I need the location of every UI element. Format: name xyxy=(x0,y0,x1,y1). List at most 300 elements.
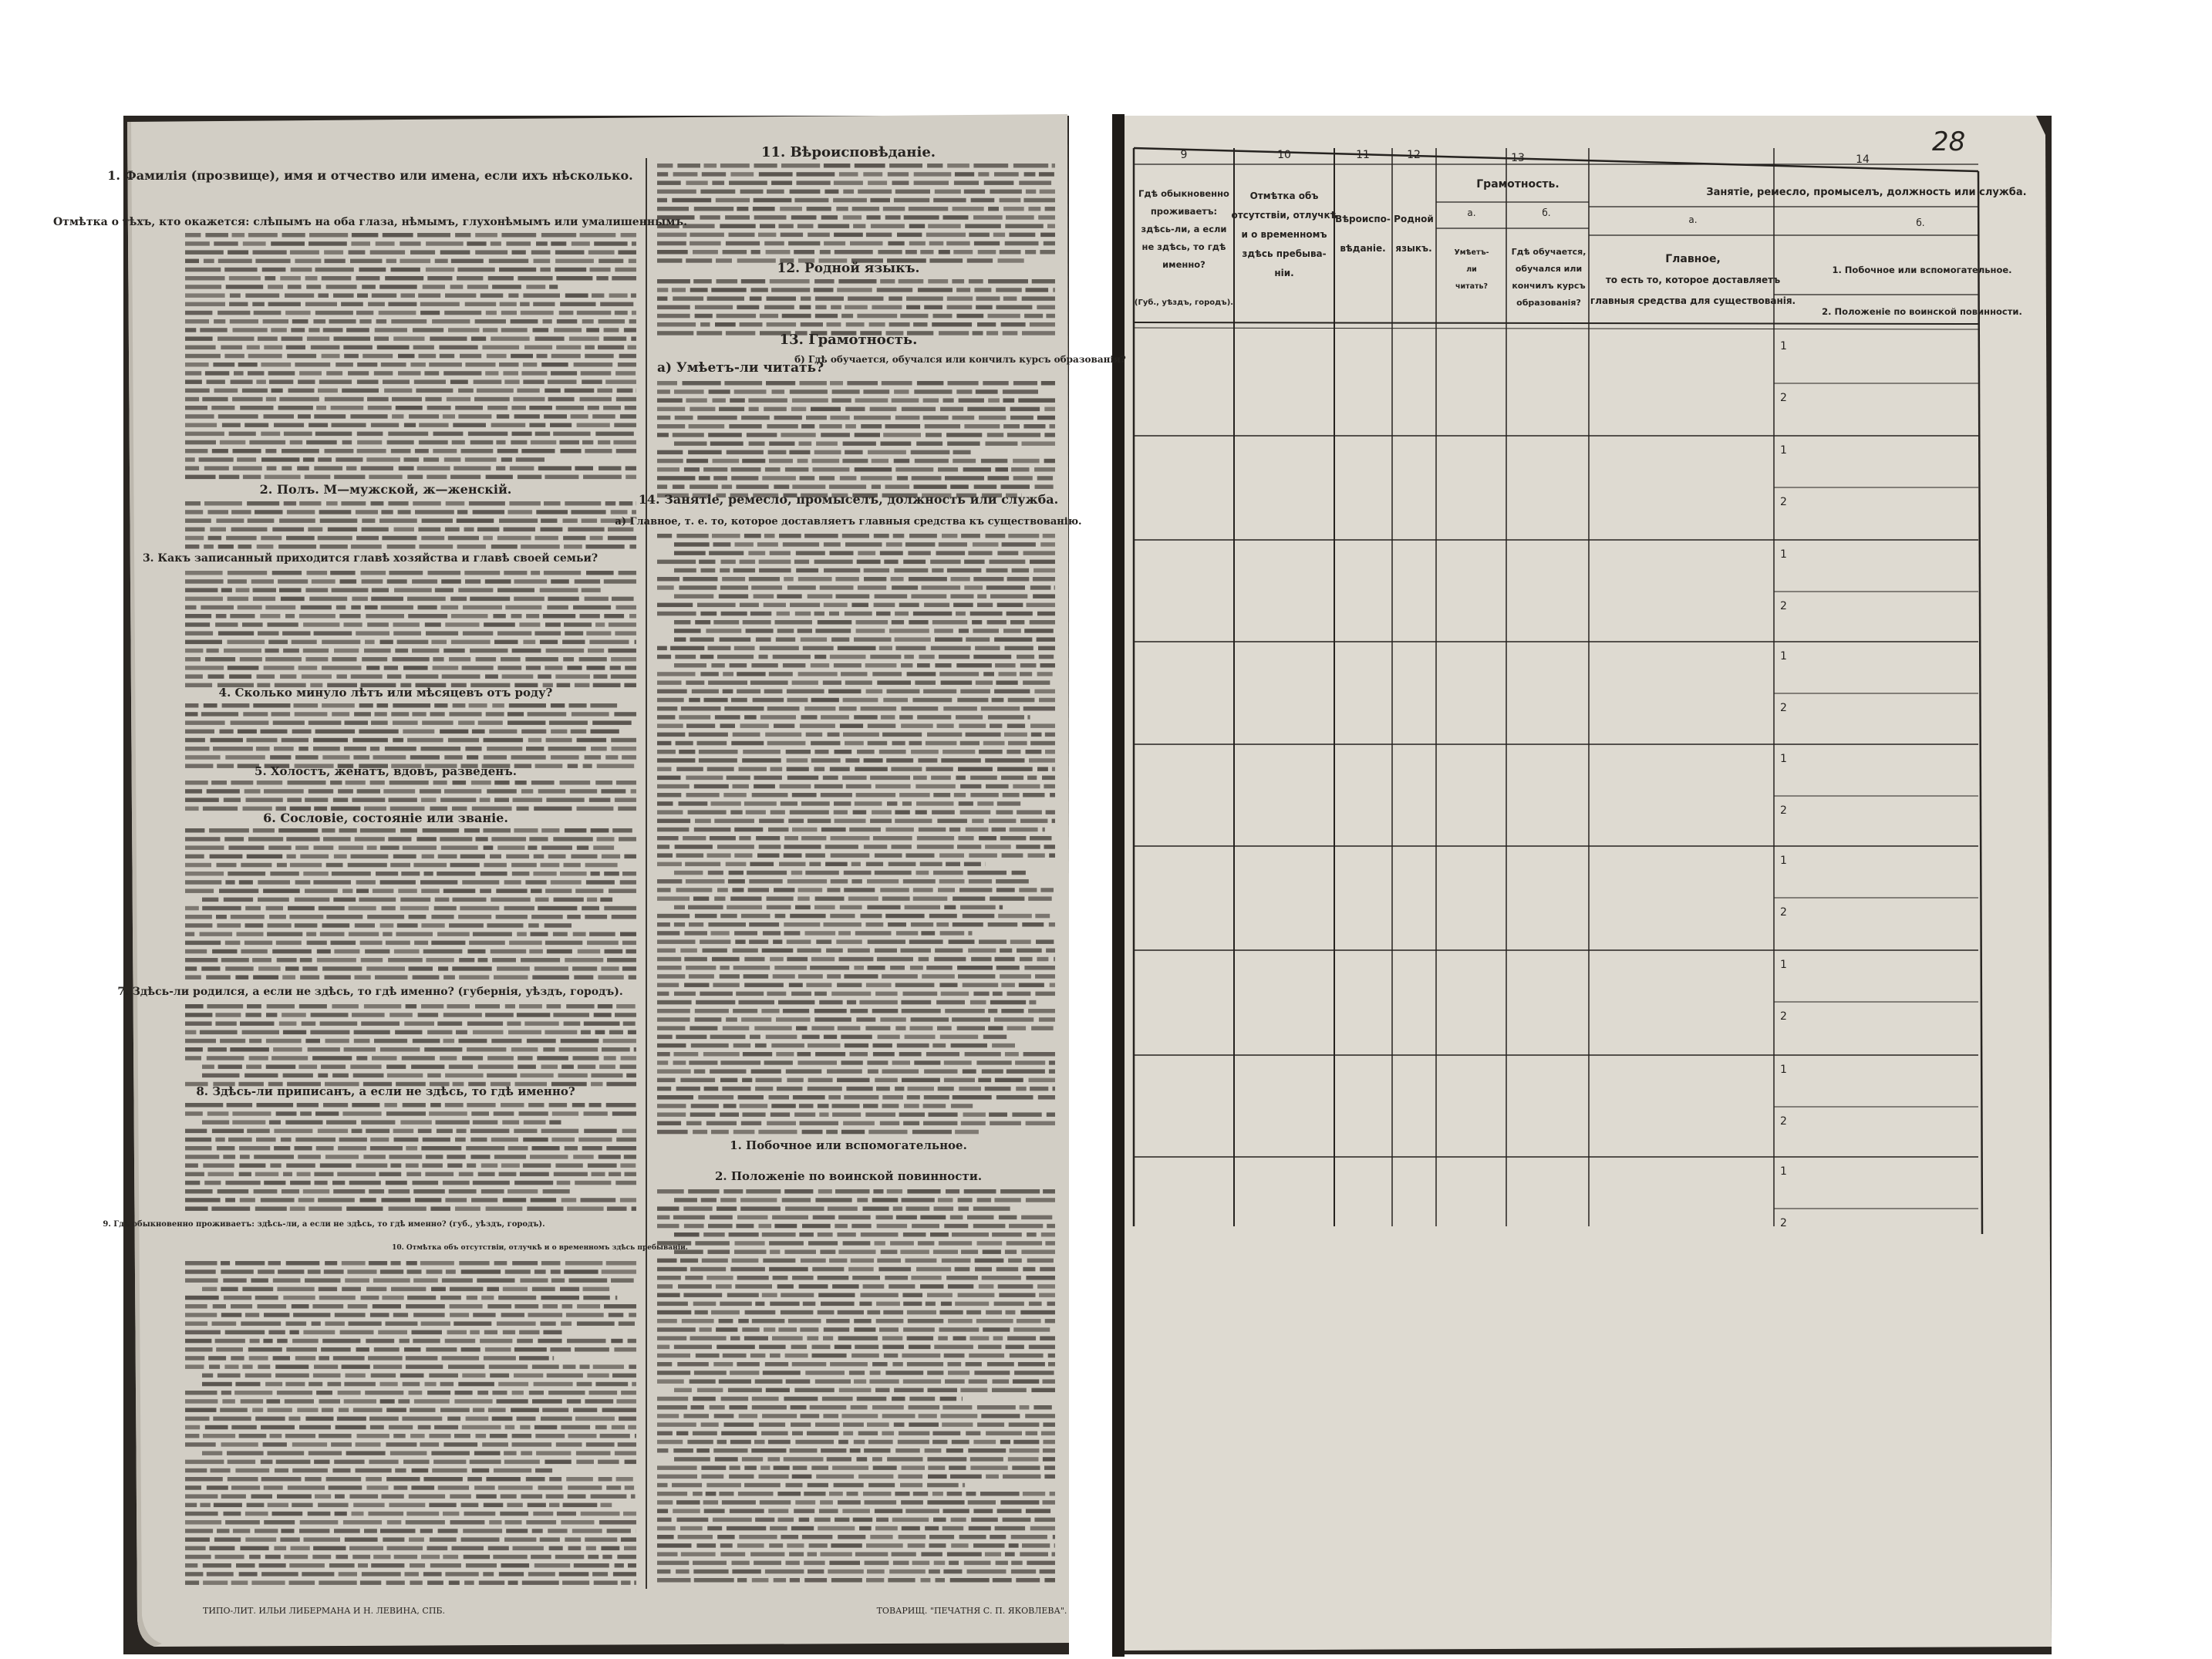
text-line-fragment xyxy=(731,698,747,703)
text-line-fragment xyxy=(601,789,625,793)
text-line-fragment xyxy=(914,389,952,394)
text-line-fragment xyxy=(720,1078,737,1083)
text-line-fragment xyxy=(811,407,841,412)
text-line-fragment xyxy=(391,712,409,717)
text-line-fragment xyxy=(677,1362,709,1367)
text-line-fragment xyxy=(892,1060,910,1065)
text-line-fragment xyxy=(318,457,332,462)
text-line-fragment xyxy=(830,914,855,919)
text-line-fragment xyxy=(922,585,961,590)
text-line-fragment xyxy=(815,896,845,901)
text-line-fragment xyxy=(831,853,870,858)
text-line-fragment xyxy=(657,1465,697,1470)
text-line-fragment xyxy=(242,1030,279,1035)
text-line-fragment xyxy=(875,594,908,599)
text-line-fragment xyxy=(1044,784,1055,789)
text-line-fragment xyxy=(273,720,305,725)
text-line-fragment xyxy=(769,1241,804,1246)
text-line-fragment xyxy=(231,781,253,785)
text-line-fragment xyxy=(621,233,636,238)
text-line-fragment xyxy=(467,1021,503,1026)
text-line-fragment xyxy=(551,371,577,376)
text-line-fragment xyxy=(572,1103,585,1108)
text-line-fragment xyxy=(512,649,541,653)
text-line-fragment xyxy=(225,1198,235,1202)
text-line-fragment xyxy=(738,1319,749,1323)
text-line-fragment xyxy=(802,1224,831,1229)
text-line-fragment xyxy=(895,1448,920,1453)
text-line-fragment xyxy=(960,810,991,814)
text-line-fragment xyxy=(771,180,792,185)
text-line-fragment xyxy=(445,1339,476,1344)
text-line-fragment xyxy=(365,949,389,954)
text-line-fragment xyxy=(816,1475,854,1479)
text-line-fragment xyxy=(592,1572,608,1576)
text-line-fragment xyxy=(845,612,872,616)
text-line-fragment xyxy=(473,1030,504,1035)
text-line-fragment xyxy=(955,172,974,177)
text-line-fragment xyxy=(282,1189,299,1194)
text-line-fragment xyxy=(400,259,430,264)
text-line-fragment xyxy=(858,585,886,590)
text-line-fragment xyxy=(463,631,493,636)
text-line-fragment xyxy=(280,674,296,679)
text-line-fragment xyxy=(1035,914,1050,919)
text-line-fragment xyxy=(676,853,704,858)
text-line-fragment xyxy=(1050,1492,1055,1496)
text-line-fragment xyxy=(387,1546,423,1551)
text-line-fragment xyxy=(939,1241,972,1246)
text-line-fragment xyxy=(245,1013,261,1017)
text-line-fragment xyxy=(1040,663,1056,668)
text-line-fragment xyxy=(657,733,685,737)
text-line-fragment xyxy=(903,560,926,565)
text-line-fragment xyxy=(321,1064,346,1069)
text-line-fragment xyxy=(606,1103,636,1108)
text-line-fragment xyxy=(281,1529,294,1533)
text-line-fragment xyxy=(935,663,951,668)
text-line-fragment xyxy=(997,551,1018,555)
text-line-fragment xyxy=(410,1434,425,1438)
text-line-fragment xyxy=(227,1451,264,1455)
text-line-fragment xyxy=(693,1492,703,1496)
text-line-fragment xyxy=(423,1572,442,1576)
text-line-fragment xyxy=(512,1442,552,1447)
text-line-fragment xyxy=(382,1494,404,1499)
text-line-fragment xyxy=(604,1056,616,1060)
text-line-fragment xyxy=(592,1172,605,1177)
text-line-fragment xyxy=(185,528,205,532)
text-line-fragment xyxy=(557,683,571,688)
text-line-fragment xyxy=(185,1155,219,1159)
text-line-fragment xyxy=(960,741,980,746)
text-line-fragment xyxy=(580,1364,590,1369)
text-line-fragment xyxy=(274,1129,312,1134)
text-line-fragment xyxy=(322,703,355,708)
text-line-fragment xyxy=(346,1374,366,1378)
text-line-fragment xyxy=(701,568,716,573)
text-line-fragment xyxy=(765,1570,804,1574)
text-line-fragment xyxy=(249,1056,268,1060)
text-line-fragment xyxy=(248,371,265,376)
text-line-fragment xyxy=(1034,1405,1051,1410)
text-line-fragment xyxy=(1012,1465,1040,1470)
text-line-fragment xyxy=(1010,620,1024,625)
text-line-fragment xyxy=(281,1138,292,1142)
text-line-fragment xyxy=(822,1397,853,1401)
text-line-fragment xyxy=(258,1304,287,1309)
text-line-fragment xyxy=(657,331,693,336)
text-line-fragment xyxy=(489,1364,528,1369)
text-line-fragment xyxy=(739,1414,757,1418)
text-line-fragment xyxy=(185,975,201,980)
text-line-fragment xyxy=(577,311,612,315)
text-line-fragment xyxy=(234,1391,272,1395)
text-line-fragment xyxy=(765,1362,788,1367)
text-line-fragment xyxy=(285,1434,315,1438)
svg-text:не здѣсь, то гдѣ: не здѣсь, то гдѣ xyxy=(1141,241,1226,252)
text-line-fragment xyxy=(951,1104,973,1108)
text-line-fragment xyxy=(295,923,318,928)
text-line-fragment xyxy=(727,905,762,910)
text-line-fragment xyxy=(767,1457,780,1462)
text-line-fragment xyxy=(959,1087,981,1091)
text-line-fragment xyxy=(538,466,572,470)
text-line-fragment xyxy=(621,1537,636,1542)
text-line-fragment xyxy=(838,1310,864,1315)
text-line-fragment xyxy=(783,542,819,547)
text-line-fragment xyxy=(796,568,818,573)
text-line-fragment xyxy=(386,1408,406,1412)
text-line-fragment xyxy=(215,622,238,627)
text-line-fragment xyxy=(797,172,835,177)
text-line-fragment xyxy=(511,440,527,445)
text-line-fragment xyxy=(903,1379,941,1384)
svg-text:вѣданіе.: вѣданіе. xyxy=(1340,243,1386,254)
text-line-fragment xyxy=(996,305,1032,310)
text-line-fragment xyxy=(977,1198,992,1202)
text-line-fragment xyxy=(956,776,966,781)
text-line-fragment xyxy=(230,1047,269,1052)
text-line-fragment xyxy=(990,723,1002,728)
text-line-fragment xyxy=(824,1327,849,1332)
text-line-fragment xyxy=(657,957,681,962)
text-line-fragment xyxy=(335,1313,366,1317)
text-line-fragment xyxy=(265,1382,282,1387)
text-line-fragment xyxy=(796,551,825,555)
text-line-fragment xyxy=(295,1146,312,1151)
text-line-fragment xyxy=(981,1414,1020,1418)
text-line-fragment xyxy=(797,949,821,953)
text-line-fragment xyxy=(340,579,357,584)
text-line-fragment xyxy=(835,1224,848,1229)
text-line-fragment xyxy=(545,1030,577,1035)
text-line-fragment xyxy=(820,250,831,255)
text-line-fragment xyxy=(625,1485,634,1490)
text-line-fragment xyxy=(723,1189,743,1194)
text-line-fragment xyxy=(625,475,636,480)
text-line-fragment xyxy=(366,614,404,619)
text-line-fragment xyxy=(800,381,827,386)
text-line-fragment xyxy=(676,888,713,892)
text-line-fragment xyxy=(723,1354,747,1358)
text-line-fragment xyxy=(673,433,704,437)
text-line-fragment xyxy=(562,1304,573,1309)
text-line-fragment xyxy=(753,207,775,211)
text-line-fragment xyxy=(715,322,736,327)
text-line-fragment xyxy=(900,1249,929,1254)
text-line-fragment xyxy=(573,605,611,610)
text-line-fragment xyxy=(657,296,667,301)
text-line-fragment xyxy=(563,1364,576,1369)
text-line-fragment xyxy=(819,476,835,481)
text-line-fragment xyxy=(997,1509,1022,1513)
text-line-fragment xyxy=(948,381,979,386)
text-line-fragment xyxy=(185,1172,204,1177)
text-line-fragment xyxy=(264,1181,285,1185)
text-line-fragment xyxy=(322,666,362,670)
text-line-fragment xyxy=(967,1216,994,1220)
text-line-fragment xyxy=(1030,1526,1055,1531)
text-line-fragment xyxy=(470,440,494,445)
text-line-fragment xyxy=(744,534,761,538)
text-line-fragment xyxy=(200,932,233,936)
text-line-fragment xyxy=(185,889,214,893)
text-line-fragment xyxy=(501,1313,524,1317)
text-line-fragment xyxy=(787,767,809,771)
text-line-fragment xyxy=(523,1163,551,1168)
text-line-fragment xyxy=(501,1103,524,1108)
text-line-fragment xyxy=(451,640,491,645)
text-line-fragment xyxy=(266,1039,302,1044)
text-line-fragment xyxy=(312,1321,321,1326)
text-line-fragment xyxy=(982,1276,1021,1280)
text-line-fragment xyxy=(424,872,433,876)
text-line-fragment xyxy=(561,1321,572,1326)
text-line-fragment xyxy=(674,594,713,599)
text-line-fragment xyxy=(990,1000,1026,1005)
text-line-fragment xyxy=(997,603,1023,608)
text-line-fragment xyxy=(742,1327,759,1332)
text-line-fragment xyxy=(808,1044,841,1048)
text-line-fragment xyxy=(963,1483,965,1488)
text-line-fragment xyxy=(608,528,633,532)
text-line-fragment xyxy=(299,1529,329,1533)
text-line-fragment xyxy=(420,311,440,315)
text-line-fragment xyxy=(895,1087,904,1091)
text-line-fragment xyxy=(976,680,993,685)
text-line-fragment xyxy=(686,879,725,884)
row-mark-2: 2 xyxy=(1780,1217,1787,1229)
text-line-fragment xyxy=(722,1500,756,1505)
text-line-fragment xyxy=(185,720,225,725)
text-line-fragment xyxy=(261,536,282,541)
text-line-fragment xyxy=(903,1121,919,1126)
text-line-fragment xyxy=(407,597,446,602)
text-line-fragment xyxy=(274,1546,286,1551)
text-line-fragment xyxy=(852,1276,880,1280)
text-line-fragment xyxy=(657,1017,690,1022)
text-line-fragment xyxy=(309,423,328,427)
text-line-fragment xyxy=(440,1408,470,1412)
text-line-fragment xyxy=(185,1572,203,1576)
text-line-fragment xyxy=(271,712,291,717)
text-line-fragment xyxy=(831,836,870,841)
text-line-fragment xyxy=(370,1313,389,1317)
text-line-fragment xyxy=(246,797,283,802)
text-line-fragment xyxy=(1047,1302,1056,1307)
text-line-fragment xyxy=(319,906,345,911)
text-line-fragment xyxy=(775,620,813,625)
text-line-fragment xyxy=(929,241,944,246)
text-line-fragment xyxy=(501,328,528,332)
text-line-fragment xyxy=(484,1356,516,1361)
text-line-fragment xyxy=(343,346,373,350)
text-line-fragment xyxy=(549,1546,563,1551)
text-line-fragment xyxy=(333,898,356,902)
text-line-fragment xyxy=(185,966,197,971)
text-line-fragment xyxy=(657,723,683,728)
text-line-fragment xyxy=(1034,568,1055,573)
text-line-fragment xyxy=(770,1112,790,1117)
text-line-fragment xyxy=(342,1287,361,1292)
text-line-fragment xyxy=(407,475,423,480)
text-line-fragment xyxy=(674,629,701,633)
text-line-fragment xyxy=(885,828,914,832)
text-line-fragment xyxy=(749,577,780,582)
text-line-fragment xyxy=(808,1552,817,1556)
text-line-fragment xyxy=(467,1296,477,1300)
text-line-fragment xyxy=(939,250,950,255)
text-line-fragment xyxy=(760,1500,791,1505)
text-line-fragment xyxy=(708,433,742,437)
text-line-fragment xyxy=(595,1382,628,1387)
text-line-fragment xyxy=(959,888,993,892)
text-line-fragment xyxy=(941,1414,978,1418)
text-line-fragment xyxy=(674,663,706,668)
text-line-fragment xyxy=(1032,279,1055,284)
text-line-fragment xyxy=(979,416,1007,420)
text-line-fragment xyxy=(929,1570,940,1574)
text-line-fragment xyxy=(917,845,954,849)
text-line-fragment xyxy=(481,293,504,298)
text-line-fragment xyxy=(504,571,527,575)
text-line-fragment xyxy=(589,932,615,936)
text-line-fragment xyxy=(583,1296,610,1300)
text-line-fragment xyxy=(204,1181,221,1185)
text-line-fragment xyxy=(295,898,330,902)
text-line-fragment xyxy=(185,510,203,514)
text-line-fragment xyxy=(657,801,673,806)
text-line-fragment xyxy=(634,1047,636,1052)
text-line-fragment xyxy=(738,1492,774,1496)
text-line-fragment xyxy=(326,1477,362,1482)
text-line-fragment xyxy=(734,853,752,858)
text-line-fragment xyxy=(704,1087,719,1091)
text-line-fragment xyxy=(909,1405,940,1410)
text-line-fragment xyxy=(1018,398,1055,403)
text-line-fragment xyxy=(425,397,441,402)
text-line-fragment xyxy=(946,1448,963,1453)
text-line-fragment xyxy=(319,1434,352,1438)
text-line-fragment xyxy=(511,354,533,359)
text-line-fragment xyxy=(506,241,531,246)
text-line-fragment xyxy=(831,879,848,884)
text-line-fragment xyxy=(885,1276,908,1280)
text-line-fragment xyxy=(958,1206,969,1211)
text-line-fragment xyxy=(1030,585,1051,590)
text-line-fragment xyxy=(443,1512,459,1516)
text-line-fragment xyxy=(359,319,371,324)
text-line-fragment xyxy=(323,837,351,841)
text-line-fragment xyxy=(333,1189,365,1194)
text-line-fragment xyxy=(757,542,778,547)
text-line-fragment xyxy=(427,1391,450,1395)
text-line-fragment xyxy=(204,259,214,264)
text-line-fragment xyxy=(620,1163,636,1168)
text-line-fragment xyxy=(711,663,724,668)
text-line-fragment xyxy=(412,1468,429,1473)
text-line-fragment xyxy=(838,1232,856,1237)
text-line-fragment xyxy=(737,1543,764,1548)
text-line-fragment xyxy=(185,1529,213,1533)
text-line-fragment xyxy=(356,536,379,541)
text-line-fragment xyxy=(478,1172,495,1177)
text-line-fragment xyxy=(597,837,615,841)
text-line-fragment xyxy=(385,747,416,751)
text-line-fragment xyxy=(720,974,740,979)
text-line-fragment xyxy=(380,1270,403,1274)
text-line-fragment xyxy=(470,1129,510,1134)
text-line-fragment xyxy=(620,414,636,419)
text-line-fragment xyxy=(517,1417,536,1421)
text-line-fragment xyxy=(606,1082,636,1087)
row-mark-2: 2 xyxy=(1780,392,1787,404)
text-line-fragment xyxy=(529,1391,544,1395)
text-line-fragment xyxy=(486,475,513,480)
text-line-fragment xyxy=(465,579,481,584)
text-line-fragment xyxy=(548,597,579,602)
text-line-fragment xyxy=(528,1103,544,1108)
text-line-fragment xyxy=(752,1319,785,1323)
text-line-fragment xyxy=(544,571,581,575)
text-line-fragment xyxy=(318,1503,349,1508)
text-line-fragment xyxy=(549,1120,561,1125)
text-line-fragment xyxy=(559,311,574,315)
text-line-fragment xyxy=(889,322,910,327)
text-line-fragment xyxy=(524,346,552,350)
text-line-fragment xyxy=(622,872,636,876)
text-line-fragment xyxy=(657,1492,687,1496)
text-line-fragment xyxy=(519,622,540,627)
text-line-fragment xyxy=(499,362,519,367)
text-line-fragment xyxy=(702,172,726,177)
text-line-fragment xyxy=(786,1379,811,1384)
text-line-fragment xyxy=(688,810,727,814)
footer-right: ТОВАРИЩ. "ПЕЧАТНЯ С. П. ЯКОВЛЕВА". xyxy=(876,1606,1067,1616)
text-line-fragment xyxy=(909,1345,931,1350)
text-line-fragment xyxy=(328,528,357,532)
text-line-fragment xyxy=(443,1013,482,1017)
text-line-fragment xyxy=(551,755,579,760)
text-line-fragment xyxy=(557,319,578,324)
text-line-fragment xyxy=(976,389,998,394)
text-line-fragment xyxy=(800,476,815,481)
text-line-fragment xyxy=(597,389,612,393)
text-line-fragment xyxy=(604,336,627,341)
text-line-fragment xyxy=(744,1465,757,1470)
text-line-fragment xyxy=(323,328,343,332)
